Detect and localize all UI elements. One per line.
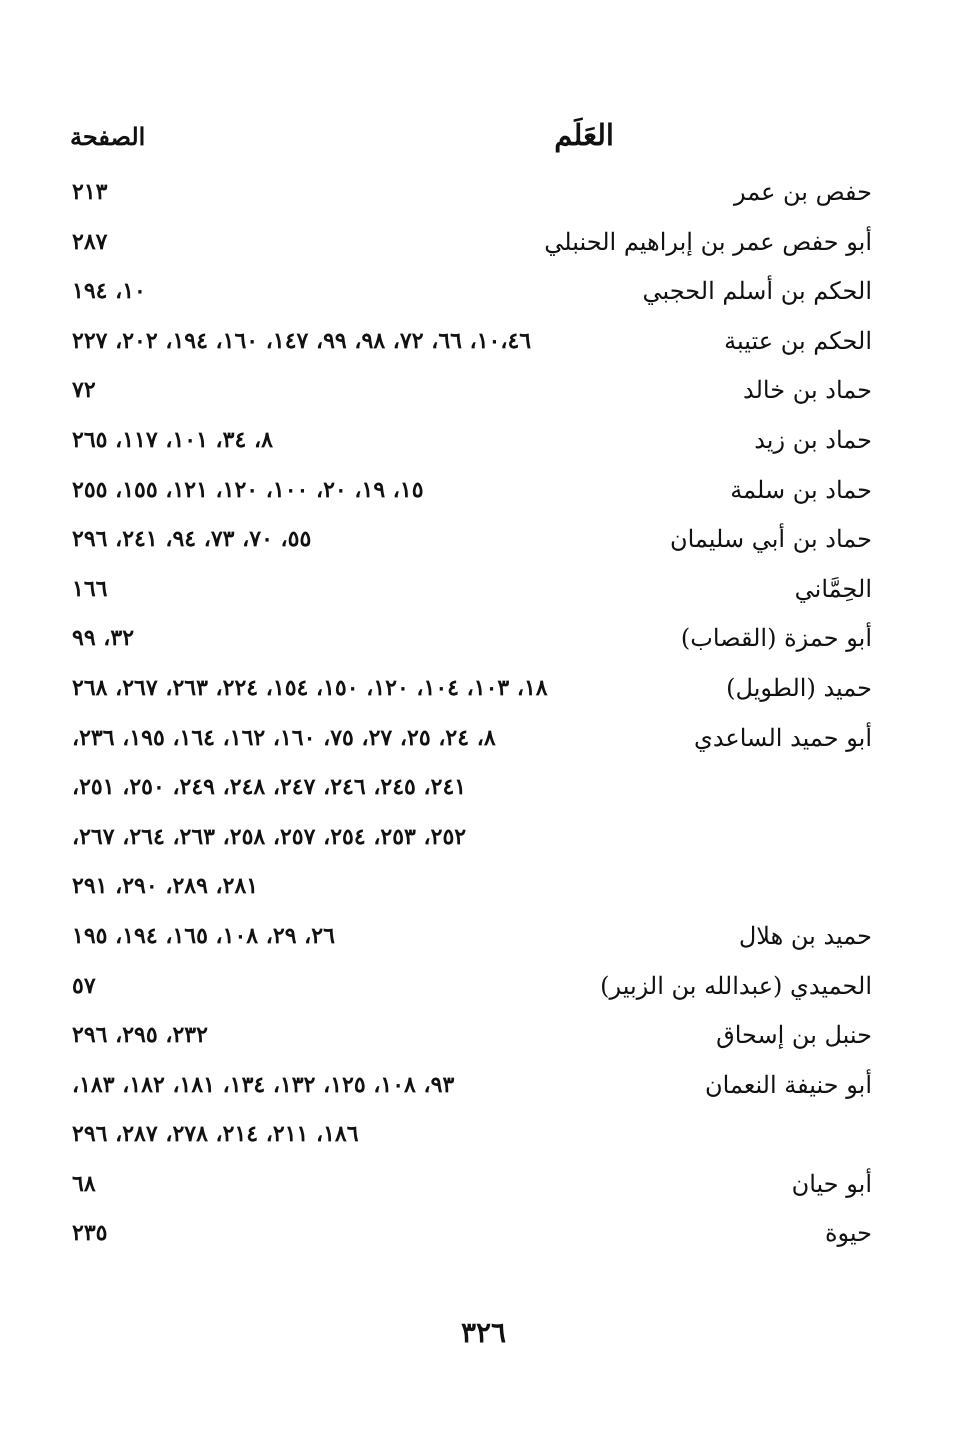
- entry-pages: ١٥، ١٩، ٢٠، ١٠٠، ١٢٠، ١٢١، ١٥٥، ٢٥٥: [72, 476, 424, 503]
- index-entry-row: [72, 267, 872, 317]
- entry-name: أبو حفص عمر بن إبراهيم الحنبلي: [544, 227, 872, 256]
- entry-pages: ٢٨١، ٢٨٩، ٢٩٠، ٢٩١: [72, 873, 259, 900]
- entry-name: الحكم بن أسلم الحجبي: [642, 277, 872, 306]
- entry-pages: ١٠، ١٩٤: [72, 278, 146, 305]
- entry-pages: ٦٨: [72, 1170, 96, 1197]
- index-entry-row: [72, 515, 872, 565]
- entry-name: أبو حميد الساعدي: [694, 723, 872, 752]
- entry-name: حماد بن سلمة: [730, 475, 872, 504]
- index-entry-row: [72, 218, 872, 268]
- index-entry-row: [72, 1209, 872, 1259]
- index-entry-row: [72, 366, 872, 416]
- index-header: [70, 118, 872, 164]
- entry-pages: ٢٣٢، ٢٩٥، ٢٩٦: [72, 1022, 208, 1049]
- entry-pages: ١٨، ١٠٣، ١٠٤، ١٢٠، ١٥٠، ١٥٤، ٢٢٤، ٢٦٣، ٢٦٧، ٢٦٨: [72, 674, 548, 701]
- entry-pages: ٣٢، ٩٩: [72, 625, 135, 652]
- entry-pages: ٨، ٢٤، ٢٥، ٢٧، ٧٥، ١٦٠، ١٦٢، ١٦٤، ١٩٥، ٢٣٦،: [72, 724, 496, 751]
- index-entry-row: [72, 763, 872, 813]
- page-column-heading: الصفحة: [70, 122, 146, 151]
- entry-pages: ٢٣٥: [72, 1220, 108, 1247]
- index-entry-row: [72, 1160, 872, 1210]
- entry-name: حنبل بن إسحاق: [716, 1021, 872, 1050]
- entry-name: حفص بن عمر: [733, 178, 872, 206]
- index-entry-row: [72, 1061, 872, 1111]
- entry-pages: ٢١٣: [72, 179, 108, 205]
- entry-name: حماد بن زيد: [754, 425, 872, 454]
- entry-name: حماد بن خالد: [743, 376, 872, 405]
- entry-name: أبو حيان: [791, 1169, 872, 1198]
- index-entry-row: [72, 614, 872, 664]
- entry-name: أبو حمزة (القصاب): [680, 624, 872, 653]
- name-column-heading: العَلَم: [554, 118, 614, 152]
- index-entry-row: [72, 962, 872, 1012]
- index-entry-row: [72, 813, 872, 863]
- index-entry-row: [72, 912, 872, 962]
- index-entry-row: [72, 466, 872, 516]
- entry-pages: ٢٨٧: [72, 228, 108, 255]
- entry-pages: ١٦٦: [72, 575, 108, 602]
- entry-name: الحميدي (عبدالله بن الزبير): [600, 971, 872, 1000]
- entry-pages: ٢٤١، ٢٤٥، ٢٤٦، ٢٤٧، ٢٤٨، ٢٤٩، ٢٥٠، ٢٥١،: [72, 774, 467, 801]
- entry-name: حميد بن هلال: [738, 921, 872, 950]
- entry-pages: ٥٥، ٧٠، ٧٣، ٩٤، ٢٤١، ٢٩٦: [72, 526, 312, 553]
- entry-pages: ٨، ٣٤، ١٠١، ١١٧، ٢٦٥: [72, 426, 273, 453]
- index-entries: [72, 168, 872, 1259]
- entry-name: حميد (الطويل): [726, 673, 872, 702]
- entry-name: حماد بن أبي سليمان: [669, 525, 872, 554]
- entry-pages: ١٨٦، ٢١١، ٢١٤، ٢٧٨، ٢٨٧، ٢٩٦: [72, 1121, 359, 1148]
- index-entry-row: [72, 565, 872, 615]
- page-number: ٣٢٦: [460, 1316, 507, 1349]
- entry-name: الحِمَّاني: [794, 574, 872, 603]
- index-entry-row: [72, 714, 872, 764]
- index-entry-row: [72, 664, 872, 714]
- entry-pages: ٢٥٢، ٢٥٣، ٢٥٤، ٢٥٧، ٢٥٨، ٢٦٣، ٢٦٤، ٢٦٧،: [72, 823, 467, 850]
- index-entry-row: [72, 862, 872, 912]
- entry-pages: ١٠،٤٦، ٦٦، ٧٢، ٩٨، ٩٩، ١٤٧، ١٦٠، ١٩٤، ٢٠٢، ٢٢٧: [72, 327, 532, 354]
- index-entry-row: [72, 1110, 872, 1160]
- entry-name: الحكم بن عتيبة: [724, 326, 872, 355]
- index-entry-row: [72, 317, 872, 367]
- entry-pages: ٢٦، ٢٩، ١٠٨، ١٦٥، ١٩٤، ١٩٥: [72, 922, 335, 949]
- entry-pages: ٩٣، ١٠٨، ١٢٥، ١٣٢، ١٣٤، ١٨١، ١٨٢، ١٨٣،: [72, 1071, 455, 1098]
- entry-pages: ٧٢: [72, 377, 96, 404]
- index-entry-row: [72, 1011, 872, 1061]
- entry-name: حيوة: [824, 1219, 872, 1248]
- index-entry-row: [72, 416, 872, 466]
- entry-pages: ٥٧: [72, 972, 96, 999]
- index-entry-row: [72, 168, 872, 218]
- entry-name: أبو حنيفة النعمان: [705, 1070, 872, 1099]
